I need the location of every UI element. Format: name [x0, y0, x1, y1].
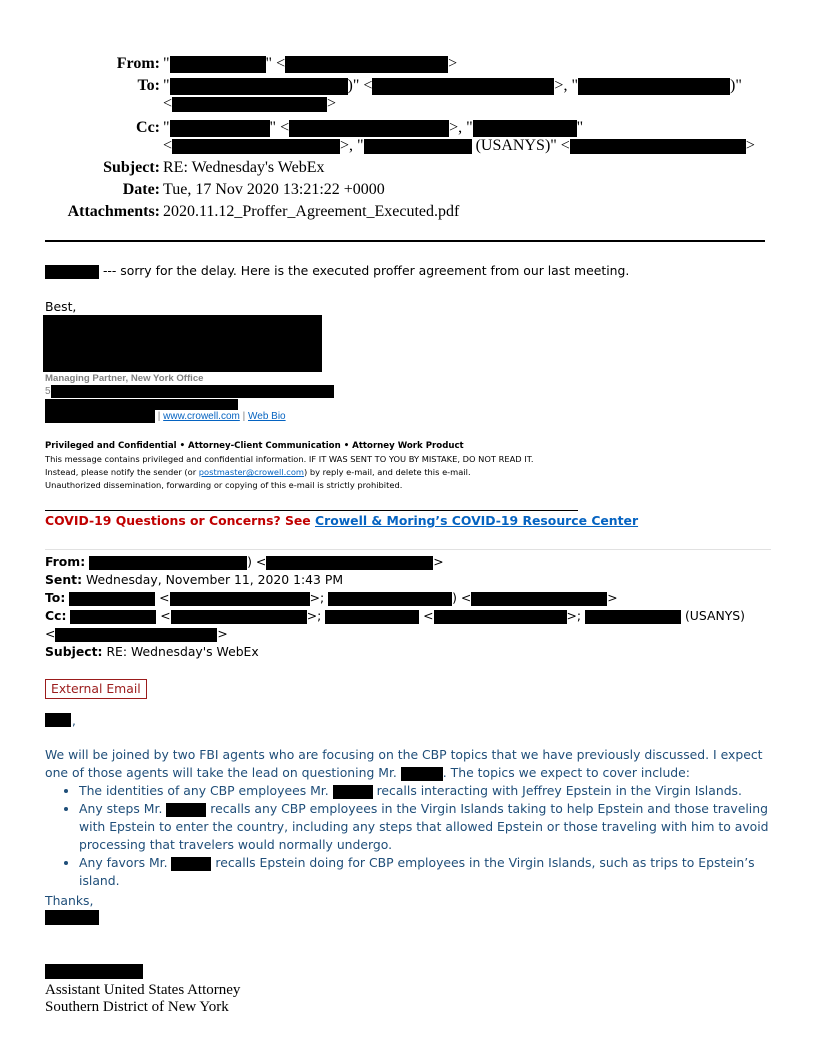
usanys-text: (USANYS)	[475, 137, 551, 154]
fwd-sent-value: Wednesday, November 11, 2020 1:43 PM	[85, 572, 344, 587]
to-label: To:	[137, 77, 160, 94]
date-label: Date:	[122, 181, 160, 198]
inner-text: recalls any CBP employees in the Virgin Islands taking to help Epstein and those traveling with Epstein to enter the country, including any steps that allowed Epstein or those traveling with him to avoid processing that travelers would normally undergo.	[79, 801, 769, 852]
message-separator	[45, 549, 771, 550]
disclaimer-text: ) by reply e-mail, and delete this e-mail.	[303, 467, 471, 477]
intro-text: --- sorry for the delay. Here is the executed proffer agreement from our last meeting.	[102, 263, 630, 278]
redaction	[171, 610, 307, 624]
redaction	[55, 628, 217, 642]
fwd-to-label: To:	[45, 590, 66, 605]
sig-sep: |	[239, 411, 248, 423]
redaction	[43, 315, 322, 372]
inner-text: recalls interacting with Jeffrey Epstein in the Virgin Islands.	[372, 783, 742, 798]
subject-value: RE: Wednesday's WebEx	[163, 159, 325, 176]
attachments-label: Attachments:	[67, 203, 160, 220]
attachment-link[interactable]: 2020.11.12_Proffer_Agreement_Executed.pdf	[163, 203, 460, 220]
web-bio-link[interactable]: Web Bio	[248, 411, 286, 423]
redaction	[166, 803, 206, 817]
from-value: " " < >	[163, 55, 458, 72]
fwd-to-row: To: < >; ) < >	[45, 590, 618, 605]
redaction	[172, 139, 340, 154]
covid-divider	[45, 510, 578, 511]
disclaimer-text: Instead, please notify the sender (or	[45, 467, 199, 477]
redaction	[585, 610, 681, 624]
list-item	[79, 854, 775, 890]
inner-para	[45, 746, 775, 782]
redaction	[171, 857, 211, 871]
redaction	[434, 610, 567, 624]
from-label: From:	[116, 55, 160, 72]
sig-prefix: 5	[45, 386, 51, 398]
greeting-comma: ,	[72, 714, 76, 728]
disclaimer-line	[45, 466, 534, 479]
cc-label: Cc:	[136, 119, 160, 136]
inner-text: . The topics we expect to cover include:	[442, 765, 690, 780]
redaction	[45, 713, 71, 727]
sig-links	[45, 410, 286, 423]
sig-sep: |	[155, 411, 164, 423]
covid-text: COVID-19 Questions or Concerns? See	[45, 513, 315, 528]
fwd-from-row: From: ) < >	[45, 554, 444, 569]
sig-address-line	[45, 385, 334, 398]
fwd-cc-row-cont: < >	[45, 626, 228, 641]
sig-title-ausa: Assistant United States Attorney	[45, 982, 241, 998]
redaction	[172, 97, 327, 112]
cc-value: " " < >, " "	[163, 119, 584, 136]
redaction	[170, 592, 310, 606]
redaction	[266, 556, 433, 570]
usanys-text: (USANYS)	[684, 608, 745, 623]
redaction	[45, 265, 99, 279]
intro-line	[45, 263, 629, 279]
redaction	[51, 385, 334, 398]
redaction	[170, 56, 266, 73]
fwd-subject-label: Subject:	[45, 644, 103, 659]
fwd-from-label: From:	[45, 554, 86, 569]
header-divider	[45, 240, 765, 242]
covid-resource-link[interactable]: Crowell & Moring’s COVID-19 Resource Center	[315, 513, 639, 528]
inner-text: We will be joined by two FBI agents who are focusing on the CBP topics that we have previously discussed. I expect one of those agents will take the lead on questioning Mr.	[45, 747, 763, 780]
redaction	[401, 767, 443, 781]
redaction	[473, 120, 577, 137]
to-value-cont: < >	[163, 95, 337, 112]
redaction	[45, 964, 143, 979]
list-item	[79, 782, 775, 800]
redaction	[69, 592, 155, 606]
redaction	[364, 139, 472, 154]
disclaimer-line: Unauthorized dissemination, forwarding or copying of this e-mail is strictly prohibited.	[45, 480, 403, 490]
fwd-sent-label: Sent:	[45, 572, 83, 587]
fwd-header	[45, 553, 745, 661]
cc-value-cont: < >, " (USANYS)" < >	[163, 137, 755, 154]
list-item	[79, 800, 775, 854]
redaction	[328, 592, 452, 606]
redaction	[325, 610, 419, 624]
postmaster-link[interactable]: postmaster@crowell.com	[198, 467, 304, 477]
fwd-subject-value: RE: Wednesday's WebEx	[106, 644, 259, 659]
fwd-cc-row: Cc: < >; < >; (USANYS)	[45, 608, 745, 623]
to-value: " )" < >, " )"	[163, 77, 742, 94]
inner-text: recalls Epstein doing for CBP employees in the Virgin Islands, such as trips to Epstein’s island.	[79, 855, 755, 888]
website-link[interactable]: www.crowell.com	[163, 411, 240, 423]
inner-text: Any steps Mr.	[79, 801, 167, 816]
redaction	[333, 785, 373, 799]
disclaimer	[45, 440, 534, 492]
date-value: Tue, 17 Nov 2020 13:21:22 +0000	[163, 181, 385, 198]
redaction	[45, 410, 155, 423]
disclaimer-heading: Privileged and Confidential • Attorney-Client Communication • Attorney Work Product	[45, 441, 464, 451]
redaction	[471, 592, 607, 606]
redaction	[45, 910, 99, 925]
inner-body	[45, 746, 775, 890]
disclaimer-line: This message contains privileged and confidential information. IF IT WAS SENT TO YOU BY MISTAKE, DO NOT READ IT.	[45, 454, 534, 464]
redaction	[372, 78, 554, 95]
fwd-cc-label: Cc:	[45, 608, 67, 623]
redaction	[570, 139, 746, 154]
redaction	[578, 78, 730, 95]
subject-label: Subject:	[103, 159, 160, 176]
thanks-text: Thanks,	[45, 893, 94, 908]
fwd-sent-row	[45, 571, 745, 589]
covid-banner	[45, 513, 638, 528]
redaction	[45, 399, 238, 410]
best-text: Best,	[45, 299, 77, 314]
redaction	[170, 78, 348, 95]
sig-office: Southern District of New York	[45, 999, 229, 1015]
external-email-badge: External Email	[45, 679, 147, 699]
inner-text: Any favors Mr.	[79, 855, 172, 870]
inner-text: The identities of any CBP employees Mr.	[79, 783, 333, 798]
redaction	[170, 120, 270, 137]
redaction	[70, 610, 156, 624]
fwd-subject-row	[45, 643, 745, 661]
topic-list	[45, 782, 775, 890]
redaction	[289, 120, 449, 137]
redaction	[89, 556, 247, 570]
sig-title: Managing Partner, New York Office	[45, 373, 204, 384]
redaction	[285, 56, 448, 73]
